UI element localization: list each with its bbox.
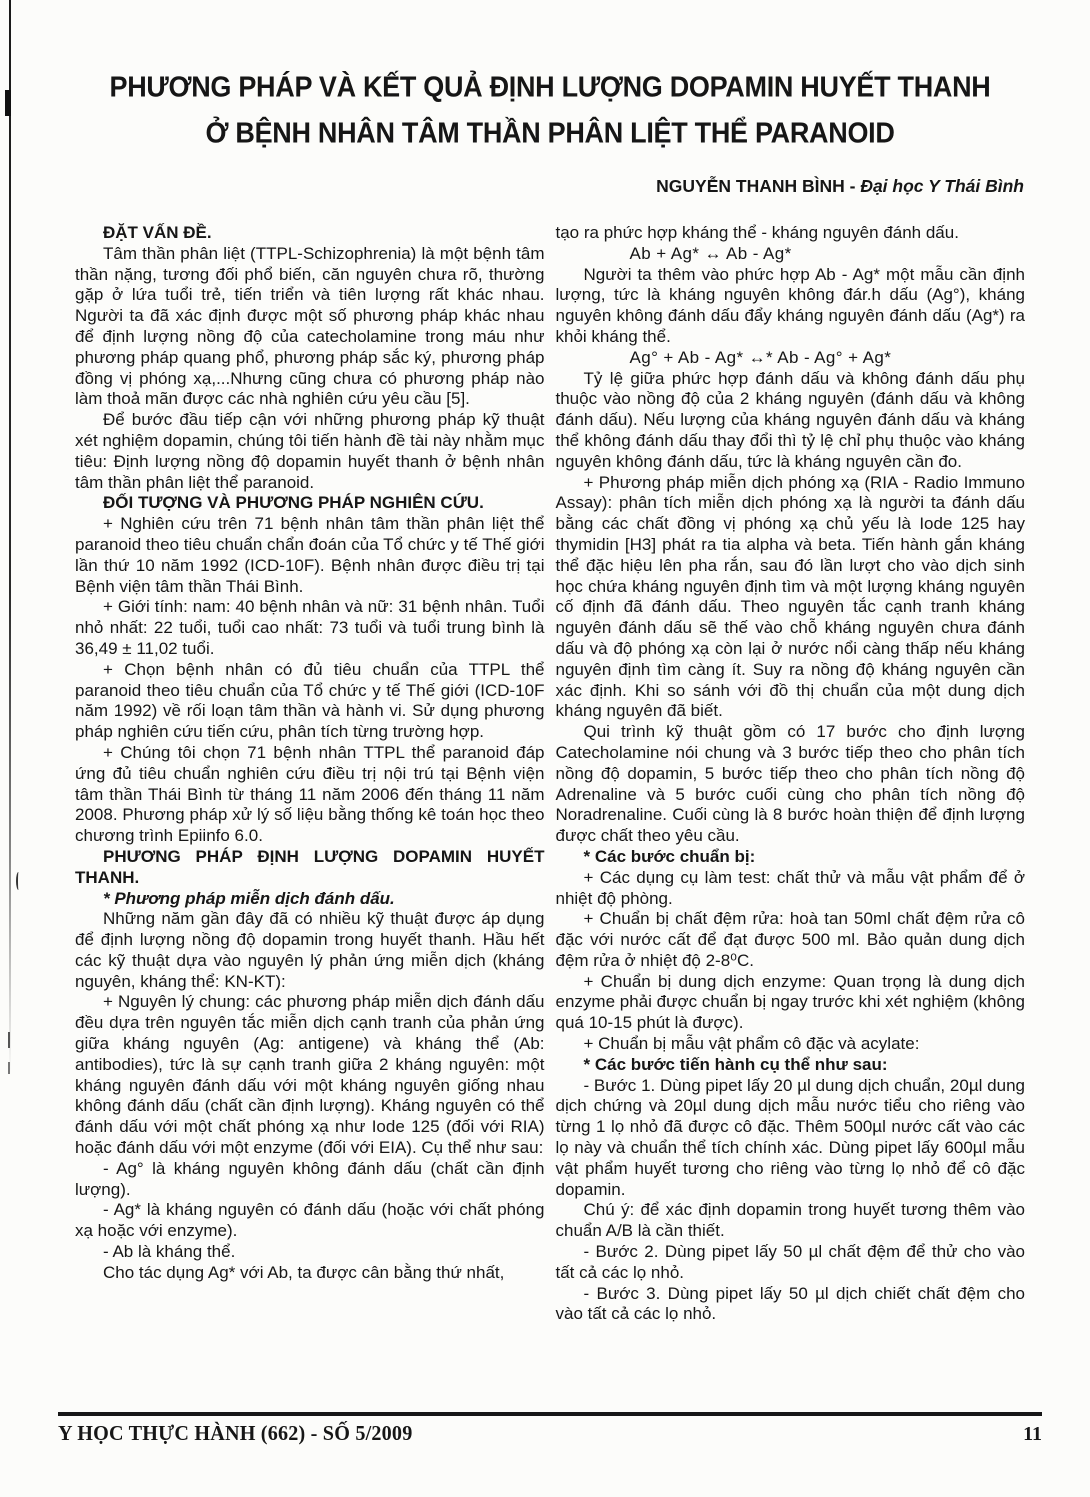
paragraph: + Nghiên cứu trên 71 bệnh nhân tâm thần phân liệt thể paranoid theo tiêu chuẩn chẩn đoán của Tổ chức y tế Thế giới lần thứ 10 năm 1992 (ICD-10F). Bệnh nhân được điều trị tại Bệnh viện tâm thần Thái Bình. (75, 514, 545, 596)
bold-lead-line: * Các bước tiến hành cụ thể như sau: (583, 1054, 888, 1074)
section-heading: ĐẶT VẤN ĐỀ. (103, 223, 212, 242)
paragraph: Tâm thần phân liệt (TTPL-Schizophrenia) là một bệnh tâm thần nặng, tương đối phổ biến, căn nguyên chưa rõ, thường gặp ở lứa tuổi trẻ, tiến triển và tiên lượng rất khác nhau. Người ta đã xác định được một số phương pháp khác nhau để định lượng nồng độ của catecholamine trong máu như phương pháp quang phổ, phương pháp sắc ký, phương pháp đồng vị phóng xạ,...Nhưng cũng chưa có phương pháp nào làm thoả mãn được các nhà nghiên cứu yêu cầu [5]. (75, 243, 545, 409)
paragraph: - Bước 3. Dùng pipet lấy 50 µl dịch chiết chất đệm cho vào tất cả các lọ nhỏ. (555, 1283, 1025, 1324)
paragraph: Chú ý: để xác định dopamin trong huyết tương thêm vào chuẩn A/B là cần thiết. (555, 1200, 1025, 1241)
paragraph: + Giới tính: nam: 40 bệnh nhân và nữ: 31 bệnh nhân. Tuổi nhỏ nhất: 22 tuổi, tuổi cao nhất: 73 tuổi và tuổi trung bình là 36,49 ± 11,02 tuổi. (75, 597, 545, 658)
paragraph: Để bước đầu tiếp cận với những phương pháp kỹ thuật xét nghiệm dopamin, chúng tôi tiến hành đề tài này nhằm mục tiêu: Định lượng nồng độ dopamin huyết thanh ở bệnh nhân tâm thần phân liệt thể paranoid. (75, 410, 545, 492)
page-title-line2: Ở BỆNH NHÂN TÂM THẦN PHÂN LIỆT THỂ PARANOID (205, 117, 895, 149)
paragraph: + Chúng tôi chọn 71 bệnh nhân TTPL thể paranoid đáp ứng đủ tiêu chuẩn nghiên cứu điều trị nội trú tại Bệnh viện tâm thần Thái Bình từ tháng 11 năm 2006 đến tháng 11 năm 2008. Phương pháp xử lý số liệu bằng thống kê toán học theo chương trình Epiinfo 6.0. (75, 742, 545, 846)
scan-artifact-tick (16, 872, 21, 890)
paragraph: - Ab là kháng thể. (103, 1242, 236, 1262)
footer-journal: Y HỌC THỰC HÀNH (662) - SỐ 5/2009 (58, 1421, 413, 1445)
paragraph: Tỷ lệ giữa phức hợp đánh dấu và không đánh dấu phụ thuộc vào nồng độ của 2 kháng nguyên (đánh dấu và không đánh dấu). Nếu lượng của kháng nguyên đánh dấu và kháng thể không đánh dấu thay đổi thì tỷ lệ chỉ phụ thuộc vào kháng nguyên không đánh dấu, tức là kháng nguyên cần đo. (555, 368, 1025, 471)
scan-artifact-dash (8, 1032, 10, 1048)
section-heading: ĐỐI TƯỢNG VÀ PHƯƠNG PHÁP NGHIÊN CỨU. (103, 493, 484, 513)
scan-artifact-dash (8, 1062, 10, 1074)
paragraph: - Bước 2. Dùng pipet lấy 50 µl chất đệm để thử cho vào tất cả các lọ nhỏ. (555, 1242, 1025, 1282)
equation-line: Ab + Ag* ↔ Ab - Ag* (629, 243, 792, 263)
author-name: NGUYỄN THANH BÌNH - (656, 176, 861, 196)
paragraph: Qui trình kỹ thuật gồm có 17 bước cho định lượng Catecholamine nói chung và 3 bước tiếp theo cho phân tích nồng độ dopamin, 5 bước tiếp theo cho phân tích nồng độ Adrenaline và 5 bước cuối cùng cho phân tích nồng độ Noradrenaline. Cuối cùng là 8 bước hoàn thiện để định lượng được chất theo yêu cầu. (555, 722, 1025, 846)
paragraph: Cho tác dụng Ag* với Ab, ta được cân bằng thứ nhất, (103, 1262, 505, 1282)
section-heading: PHƯƠNG PHÁP ĐỊNH LƯỢNG DOPAMIN HUYẾT THANH. (75, 846, 545, 887)
paragraph: - Bước 1. Dùng pipet lấy 20 µl dung dịch chuẩn, 20µl dung dịch chứng và 20µl dung dịch mẫu nước tiểu cho riêng vào từng 1 lọ nhỏ đã được cô đặc. Thêm 500µl nước cất vào các lọ này và chuẩn thể tích chính xác. Dùng pipet lấy 600µl mẫu vật phẩm huyết tương cho riêng vào từng lọ nhỏ để cô đặc dopamin. (555, 1075, 1025, 1199)
paragraph: tạo ra phức hợp kháng thể - kháng nguyên đánh dấu. (555, 223, 959, 242)
footer-page-number: 11 (1023, 1423, 1042, 1445)
author-affiliation: Đại học Y Thái Bình (860, 176, 1024, 196)
paragraph: + Các dụng cụ làm test: chất thử và mẫu vật phẩm để ở nhiệt độ phòng. (555, 867, 1025, 908)
page-footer (58, 1412, 1042, 1446)
page-title-line1: PHƯƠNG PHÁP VÀ KẾT QUẢ ĐỊNH LƯỢNG DOPAMIN HUYẾT THANH (109, 71, 991, 103)
paragraph: - Ag° là kháng nguyên không đánh dấu (chất cần định lượng). (75, 1158, 545, 1199)
paragraph: Người ta thêm vào phức hợp Ab - Ag* một mẫu cần định lượng, tức là kháng nguyên không đár.h dấu (Ag°), kháng nguyên không đánh dấu đẩy kháng nguyên đánh dấu (Ag*) ra khỏi kháng thể. (555, 264, 1025, 346)
paragraph: + Chọn bệnh nhân có đủ tiêu chuẩn của TTPL thể paranoid theo tiêu chuẩn của Tổ chức y tế Thế giới (ICD-10F năm 1992) về rối loạn tâm thần và hành vi. Sử dụng phương pháp nghiên cứu tiến cứu, phân tích từng trường hợp. (75, 659, 545, 742)
article-title (0, 0, 1090, 156)
article-body (0, 197, 1090, 1325)
left-column (75, 223, 545, 1325)
paragraph: + Phương pháp miễn dịch phóng xạ (RIA - Radio Immuno Assay): phân tích miễn dịch phóng xạ là người ta đánh dấu bằng các chất đồng vị phóng xạ chủ yếu là Iode 125 hay thymidin [H3] phát ra tia alpha và beta. Tiến hành gắn kháng thể đặc hiệu lên pha rắn, sau đó lần lượt cho vào dịch sinh học chứa kháng nguyên định tìm và một lượng kháng nguyên cố định đã đánh dấu. Theo nguyên tắc cạnh tranh kháng nguyên đánh dấu sẽ thế vào chỗ kháng nguyên chưa đánh dấu và độ phóng xạ còn lại ở nước nổi càng thấp nếu kháng nguyên định tìm càng ít. Suy ra nồng độ kháng nguyên cần xác định. Khi so sánh với đồ thị chuẩn của một dung dịch kháng nguyên đã biết. (555, 472, 1025, 721)
paragraph: Những năm gần đây đã có nhiều kỹ thuật được áp dụng để định lượng nồng độ dopamin trong huyết thanh. Hầu hết các kỹ thuật dựa vào nguyên lý phản ứng miễn dịch (kháng nguyên, kháng thể: KN-KT): (75, 909, 545, 991)
byline (0, 176, 1090, 197)
right-column (556, 223, 1026, 1325)
equation-line: Ag° + Ab - Ag* ↔* Ab - Ag° + Ag* (629, 347, 892, 367)
bold-lead-line: * Các bước chuẩn bị: (583, 846, 756, 866)
paragraph: + Chuẩn bị chất đệm rửa: hoà tan 50ml chất đệm rửa cô đặc với nước cất để đạt được 500 ml. Bảo quản dung dịch đệm rửa ở nhiệt độ 2-8⁰C. (555, 909, 1025, 970)
scan-artifact-blob (5, 90, 11, 116)
paragraph: + Chuẩn bị dung dịch enzyme: Quan trọng là dung dịch enzyme phải được chuẩn bị ngay trước khi xét nghiệm (không quá 10-15 phút là được). (555, 971, 1025, 1033)
paragraph: + Chuẩn bị mẫu vật phẩm cô đặc và acylate: (583, 1034, 920, 1054)
scan-artifact-left-line (9, 0, 11, 1075)
paragraph: - Ag* là kháng nguyên có đánh dấu (hoặc với chất phóng xạ hoặc với enzyme). (75, 1200, 545, 1241)
paragraph: + Nguyên lý chung: các phương pháp miễn dịch đánh dấu đều dựa trên nguyên tắc miễn dịch cạnh tranh của phản ứng giữa kháng nguyên (Ag: antigene) và kháng thể (Ab: antibodies), tức là sự cạnh tranh giữa 2 kháng nguyên: một kháng nguyên đánh dấu với một kháng nguyên giống nhau không đánh dấu (chất cần định lượng). Kháng nguyên có thể đánh dấu với một chất phóng xạ như Iode 125 (đối với RIA) hoặc đánh dấu với một enzyme (đối với EIA). Cụ thể như sau: (75, 992, 545, 1158)
subsection-heading: * Phương pháp miễn dịch đánh dấu. (103, 888, 395, 908)
